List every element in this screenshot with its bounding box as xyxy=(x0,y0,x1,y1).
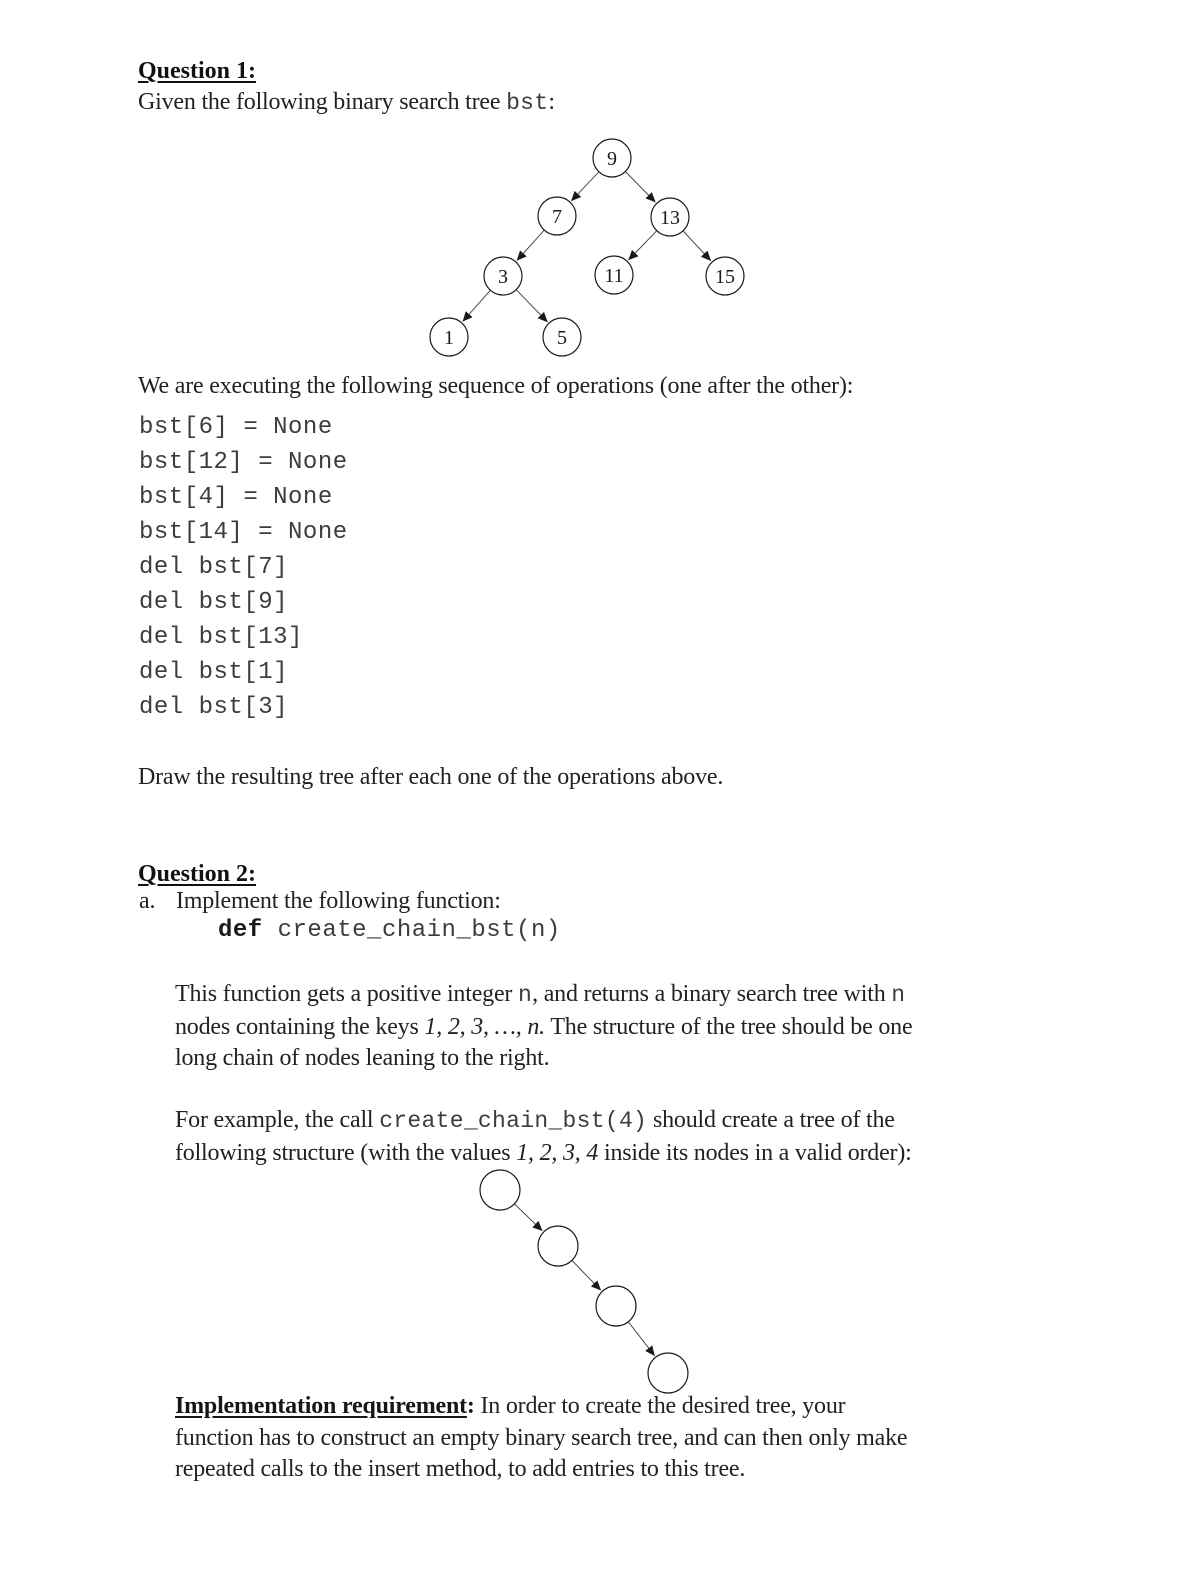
question2-item-a xyxy=(139,886,501,916)
tree-node-circle xyxy=(538,1226,578,1266)
paragraph-line xyxy=(175,979,912,1012)
item-a-text: Implement the following function: xyxy=(176,888,501,914)
text-segment: In order to create the desired tree, your xyxy=(474,1393,846,1419)
question1-outro: Draw the resulting tree after each one of the operations above. xyxy=(138,764,724,790)
function-name: create_chain_bst(n) xyxy=(262,917,561,944)
code-line: bst[14] = None xyxy=(139,519,348,546)
italic-values: 1, 2, 3, 4 xyxy=(516,1139,599,1166)
tree-edge-arrow xyxy=(628,1322,654,1356)
paragraph-line xyxy=(175,1423,907,1455)
tree-edge-arrow xyxy=(572,1260,601,1290)
question2-heading: Question 2: xyxy=(138,861,257,887)
code-call: create_chain_bst(4) xyxy=(379,1108,648,1134)
paragraph-line xyxy=(175,1043,912,1075)
code-n: n xyxy=(518,982,533,1008)
tree-edge-arrow xyxy=(625,172,655,203)
text-segment: function has to construct an empty binary search tree, and can then only make xyxy=(175,1424,908,1451)
tree-edge-arrow xyxy=(516,290,547,322)
code-line: del bst[3] xyxy=(139,694,289,721)
code-line: bst[12] = None xyxy=(139,449,348,476)
tree-node-label: 1 xyxy=(444,327,454,350)
paragraph-line xyxy=(175,1105,912,1138)
tree-node-label: 7 xyxy=(552,206,562,229)
tree-node-label: 5 xyxy=(557,327,567,350)
text-segment: should create a tree of the xyxy=(647,1107,895,1133)
function-signature xyxy=(218,916,561,946)
text-segment: The structure of the tree should be one xyxy=(544,1013,913,1040)
list-marker-a: a. xyxy=(139,888,156,914)
tree-edge-arrow xyxy=(514,1204,542,1231)
requirement-colon: : xyxy=(466,1393,475,1419)
intro-suffix: : xyxy=(548,89,555,115)
intro-text: Given the following binary search tree xyxy=(138,89,507,115)
tree-edge-arrow xyxy=(463,290,491,321)
bst-diagram xyxy=(420,135,760,367)
italic-keys: 1, 2, 3, …, n. xyxy=(424,1013,545,1040)
question1-heading: Question 1: xyxy=(138,58,257,84)
paragraph-line xyxy=(175,1454,907,1486)
def-keyword: def xyxy=(218,917,263,944)
chain-diagram xyxy=(475,1166,700,1401)
operations-code-block xyxy=(139,410,348,725)
paragraph-line xyxy=(175,1012,912,1044)
code-line: del bst[9] xyxy=(139,589,289,616)
text-segment: long chain of nodes leaning to the right. xyxy=(175,1045,550,1071)
code-line: bst[6] = None xyxy=(139,414,333,441)
paragraph-line xyxy=(175,1138,912,1170)
tree-node-label: 11 xyxy=(604,265,624,288)
question1-intro xyxy=(138,87,555,118)
tree-node-circle xyxy=(480,1170,520,1210)
text-segment: , and returns a binary search tree with xyxy=(532,981,892,1007)
tree-edge-arrow xyxy=(629,231,657,260)
code-n: n xyxy=(891,982,906,1008)
code-line: bst[4] = None xyxy=(139,484,333,511)
tree-edge-arrow xyxy=(683,231,711,261)
text-segment: For example, the call xyxy=(175,1107,380,1133)
tree-node-label: 9 xyxy=(607,148,617,171)
code-line: del bst[13] xyxy=(139,624,303,651)
tree-node-circle xyxy=(596,1286,636,1326)
tree-node-label: 15 xyxy=(715,266,735,289)
ops-intro: We are executing the following sequence of operations (one after the other): xyxy=(138,373,854,399)
code-line: del bst[7] xyxy=(139,554,289,581)
tree-node-circle xyxy=(648,1353,688,1393)
intro-code-bst: bst xyxy=(506,90,549,116)
paragraph-example xyxy=(175,1105,912,1169)
tree-edge-arrow xyxy=(571,172,599,201)
tree-edge-arrow xyxy=(517,230,544,260)
code-line: del bst[1] xyxy=(139,659,289,686)
paragraph-function-description xyxy=(175,979,912,1075)
text-segment: following structure (with the values xyxy=(175,1139,517,1166)
text-segment: repeated calls to the insert method, to add entries to this tree. xyxy=(175,1456,746,1482)
requirement-label: Implementation requirement xyxy=(175,1393,467,1419)
paragraph-requirement xyxy=(175,1391,907,1486)
paragraph-line xyxy=(175,1391,907,1423)
tree-node-label: 3 xyxy=(498,266,508,289)
text-segment: inside its nodes in a valid order): xyxy=(598,1139,912,1166)
text-segment: nodes containing the keys xyxy=(175,1013,425,1040)
text-segment: This function gets a positive integer xyxy=(175,981,518,1007)
tree-node-label: 13 xyxy=(660,207,680,230)
